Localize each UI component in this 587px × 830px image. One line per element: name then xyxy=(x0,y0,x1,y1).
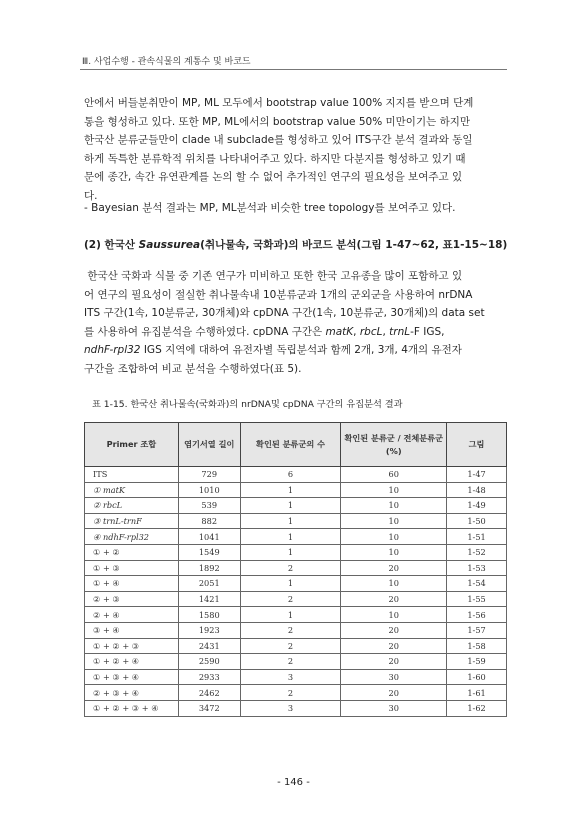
cell-length: 3472 xyxy=(178,700,240,716)
table-caption: 표 1-15. 한국산 취나물속(국화과)의 nrDNA및 cpDNA 구간의 유집분석 결과 xyxy=(92,399,403,410)
cell-percent: 10 xyxy=(341,576,447,592)
primer-name: ② rbcL xyxy=(93,500,123,511)
cell-figure: 1-48 xyxy=(447,482,507,498)
cell-primer: ② + ③ xyxy=(85,591,179,607)
cell-figure: 1-49 xyxy=(447,498,507,514)
paragraph-1-line: 다. xyxy=(84,189,98,202)
paragraph-1-line: 한국산 분류군들만이 clade 내 subclade를 형성하고 있어 ITS구간 분석 결과와 동일 xyxy=(84,134,473,147)
table-row xyxy=(85,669,507,685)
cell-taxa-count: 1 xyxy=(240,544,341,560)
cell-length: 729 xyxy=(178,467,240,483)
cell-taxa-count: 1 xyxy=(240,529,341,545)
cell-primer: ② + ③ + ④ xyxy=(85,685,179,701)
section-suffix: (취나물속, 국화과)의 바코드 분석(그림 1-47~62, 표1-15~18) xyxy=(200,239,508,251)
table-row xyxy=(85,638,507,654)
gene-rbcl: rbcL xyxy=(359,325,383,338)
cell-primer: ① + ② + ③ xyxy=(85,638,179,654)
cell-primer: ① + ② xyxy=(85,544,179,560)
cell-length: 882 xyxy=(178,513,240,529)
gene-ndhf: ndhF-rpl32 xyxy=(84,344,141,357)
paragraph-2-text: 한국산 국화과 식물 중 기존 연구가 미비하고 또한 한국 고유종을 많이 포함하고 있 xyxy=(87,270,463,282)
table-body xyxy=(85,467,507,717)
table-row xyxy=(85,544,507,560)
table-row xyxy=(85,482,507,498)
cell-length: 2431 xyxy=(178,638,240,654)
primer-name: ① matK xyxy=(93,484,125,495)
cell-figure: 1-62 xyxy=(447,700,507,716)
cell-percent: 20 xyxy=(341,654,447,670)
cell-figure: 1-61 xyxy=(447,685,507,701)
paragraph-1-line: 하게 독특한 분류학적 위치를 나타내어주고 있다. 하지만 다분지를 형성하고 있기 때 xyxy=(84,152,466,165)
cell-taxa-count: 2 xyxy=(240,622,341,638)
cell-primer: ② + ④ xyxy=(85,607,179,623)
primer-name: ④ ndhF-rpl32 xyxy=(93,531,150,542)
cell-taxa-count: 1 xyxy=(240,607,341,623)
cell-figure: 1-59 xyxy=(447,654,507,670)
section-prefix: (2) 한국산 xyxy=(84,239,139,251)
cell-figure: 1-57 xyxy=(447,622,507,638)
paragraph-2-text: , xyxy=(353,325,360,338)
table-row xyxy=(85,467,507,483)
primer-name: ③ trnL-trnF xyxy=(93,516,142,527)
column-header-taxa-count: 확인된 분류군의 수 xyxy=(240,423,341,467)
paragraph-2 xyxy=(84,267,508,379)
page-number: - 146 - xyxy=(277,777,310,788)
cell-taxa-count: 1 xyxy=(240,482,341,498)
cell-percent: 30 xyxy=(341,700,447,716)
cell-figure: 1-52 xyxy=(447,544,507,560)
cell-percent: 10 xyxy=(341,607,447,623)
paragraph-1 xyxy=(84,94,508,206)
cell-primer: ① + ③ + ④ xyxy=(85,669,179,685)
table-row xyxy=(85,560,507,576)
cell-primer xyxy=(85,482,179,498)
cell-length: 1421 xyxy=(178,591,240,607)
cell-length: 1580 xyxy=(178,607,240,623)
cell-percent: 20 xyxy=(341,560,447,576)
column-header-primer: Primer 조합 xyxy=(85,423,179,467)
table-row xyxy=(85,513,507,529)
gene-trnl: trnL xyxy=(389,325,411,338)
paragraph-2-line: 구간을 조합하여 비교 분석을 수행하였다(표 5). xyxy=(84,362,302,375)
paragraph-2-text: -F IGS, xyxy=(410,325,445,338)
paragraph-2-line: 어 연구의 필요성이 절실한 취나물속내 10분류군과 1개의 군외군을 사용하여 nrDNA xyxy=(84,288,473,301)
cell-percent: 20 xyxy=(341,638,447,654)
cell-figure: 1-47 xyxy=(447,467,507,483)
bayesian-note: - Bayesian 분석 결과는 MP, ML분석과 비슷한 tree topology를 보여주고 있다. xyxy=(84,202,456,214)
cell-taxa-count: 1 xyxy=(240,513,341,529)
cell-primer: ① + ③ xyxy=(85,560,179,576)
cell-primer xyxy=(85,513,179,529)
paragraph-1-line: 통을 형성하고 있다. 또한 MP, ML에서의 bootstrap value 50% 미만이기는 하지만 xyxy=(84,115,471,128)
cell-taxa-count: 2 xyxy=(240,654,341,670)
cell-taxa-count: 2 xyxy=(240,591,341,607)
cell-figure: 1-51 xyxy=(447,529,507,545)
table-row xyxy=(85,654,507,670)
cell-percent: 20 xyxy=(341,685,447,701)
table-row xyxy=(85,529,507,545)
table-row xyxy=(85,685,507,701)
cell-figure: 1-60 xyxy=(447,669,507,685)
table-row xyxy=(85,607,507,623)
cell-primer xyxy=(85,498,179,514)
cell-taxa-count: 2 xyxy=(240,638,341,654)
cell-percent: 20 xyxy=(341,591,447,607)
header-divider xyxy=(80,69,507,70)
cell-taxa-count: 1 xyxy=(240,576,341,592)
column-header-figure: 그림 xyxy=(447,423,507,467)
table-row xyxy=(85,700,507,716)
section-genus: Saussurea xyxy=(138,239,201,251)
paragraph-2-text: 를 사용하여 유집분석을 수행하였다. cpDNA 구간은 xyxy=(84,325,326,338)
cell-length: 2462 xyxy=(178,685,240,701)
cell-primer: ① + ④ xyxy=(85,576,179,592)
cell-figure: 1-50 xyxy=(447,513,507,529)
cell-taxa-count: 6 xyxy=(240,467,341,483)
paragraph-2-line xyxy=(84,267,508,286)
cell-primer xyxy=(85,529,179,545)
cell-percent: 20 xyxy=(341,622,447,638)
cell-taxa-count: 1 xyxy=(240,498,341,514)
cell-percent: 60 xyxy=(341,467,447,483)
cell-primer: ① + ② + ③ + ④ xyxy=(85,700,179,716)
table-header-row xyxy=(85,423,507,467)
cell-percent: 30 xyxy=(341,669,447,685)
paragraph-2-line xyxy=(84,341,508,360)
cell-length: 1923 xyxy=(178,622,240,638)
gene-matk: matK xyxy=(325,325,354,338)
cell-percent: 10 xyxy=(341,513,447,529)
cell-figure: 1-58 xyxy=(447,638,507,654)
paragraph-1-line: 안에서 버들분취만이 MP, ML 모두에서 bootstrap value 100% 지지를 받으며 단계 xyxy=(84,97,474,109)
barcode-analysis-table xyxy=(84,422,507,717)
cell-primer: ① + ② + ④ xyxy=(85,654,179,670)
cell-taxa-count: 2 xyxy=(240,560,341,576)
section-heading xyxy=(84,237,507,252)
cell-taxa-count: 3 xyxy=(240,700,341,716)
cell-primer: ③ + ④ xyxy=(85,622,179,638)
cell-taxa-count: 3 xyxy=(240,669,341,685)
column-header-length: 염기서열 길이 xyxy=(178,423,240,467)
paragraph-2-line: ITS 구간(1속, 10분류군, 30개체)와 cpDNA 구간(1속, 10분류군, 30개체)의 data set xyxy=(84,307,485,320)
running-header: Ⅲ. 사업수행 - 관속식물의 계통수 및 바코드 xyxy=(82,57,251,67)
cell-figure: 1-56 xyxy=(447,607,507,623)
paragraph-1-line: 문에 종간, 속간 유연관계를 논의 할 수 없어 추가적인 연구의 필요성을 보여주고 있 xyxy=(84,171,463,184)
cell-length: 2590 xyxy=(178,654,240,670)
cell-primer: ITS xyxy=(85,467,179,483)
cell-length: 1010 xyxy=(178,482,240,498)
cell-length: 539 xyxy=(178,498,240,514)
paragraph-2-line xyxy=(84,323,508,342)
table-row xyxy=(85,591,507,607)
cell-percent: 10 xyxy=(341,482,447,498)
cell-length: 2933 xyxy=(178,669,240,685)
column-header-percent: 확인된 분류군 / 전체분류군 (%) xyxy=(341,423,447,467)
cell-figure: 1-55 xyxy=(447,591,507,607)
cell-length: 1041 xyxy=(178,529,240,545)
cell-length: 1892 xyxy=(178,560,240,576)
table-row xyxy=(85,498,507,514)
paragraph-2-text: IGS 지역에 대하여 유전자별 독립분석과 함께 2개, 3개, 4개의 유전자 xyxy=(140,344,462,357)
cell-figure: 1-54 xyxy=(447,576,507,592)
cell-length: 2051 xyxy=(178,576,240,592)
cell-percent: 10 xyxy=(341,544,447,560)
cell-length: 1549 xyxy=(178,544,240,560)
table-row xyxy=(85,576,507,592)
cell-figure: 1-53 xyxy=(447,560,507,576)
cell-taxa-count: 2 xyxy=(240,685,341,701)
cell-percent: 10 xyxy=(341,529,447,545)
table-row xyxy=(85,622,507,638)
paragraph-2-text: , xyxy=(382,325,390,338)
cell-percent: 10 xyxy=(341,498,447,514)
